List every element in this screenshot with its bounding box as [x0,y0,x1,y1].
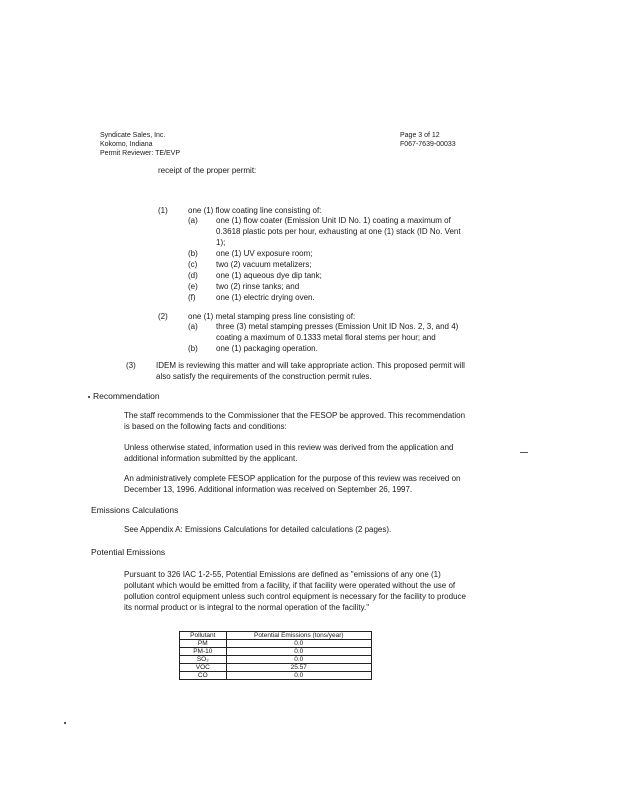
table-cell: 0.0 [226,640,371,648]
scan-speck [520,452,528,453]
sub-label: (f) [188,293,196,302]
table-cell: VOC [180,664,227,672]
sub-text: one (1) UV exposure room; [216,249,313,258]
table-cell: SO₂ [180,656,227,664]
sub-text: 0.3618 plastic pots per hour, exhausting at one (1) stack (ID No. Vent [216,227,461,236]
potential-line-1: Pursuant to 326 IAC 1-2-55, Potential Emissions are defined as "emissions of any one (1) [124,570,441,579]
table-row [180,664,372,672]
sub-text: one (1) electric drying oven. [216,293,315,302]
table-cell: 25.57 [226,664,371,672]
table-cell: CO [180,672,227,680]
header-page-number: Page 3 of 12 [400,132,440,139]
potential-emissions-table [179,631,372,680]
header-permit-id: F067-7639-00033 [400,141,456,148]
table-cell: PM-10 [180,648,227,656]
item-3-line-1: IDEM is reviewing this matter and will take appropriate action. This proposed permit will [156,361,465,370]
sub-label: (b) [188,249,198,258]
emissions-calculations-text: See Appendix A: Emissions Calculations for detailed calculations (2 pages). [124,525,392,534]
sub-text: two (2) vacuum metalizers; [216,260,312,269]
sub-text: one (1) packaging operation. [216,344,318,353]
table-header-emissions: Potential Emissions (tons/year) [226,632,371,640]
recommendation-p3-line-2: December 13, 1996. Additional information was received on September 26, 1997. [124,485,413,494]
table-cell: 0.0 [226,648,371,656]
scan-speck [88,396,90,398]
recommendation-p1-line-1: The staff recommends to the Commissioner that the FESOP be approved. This recommendation [124,411,466,420]
sub-text: one (1) flow coater (Emission Unit ID No. 1) coating a maximum of [216,216,451,225]
potential-line-2: pollutant which would be emitted from a facility, if that facility were operated without the use of [124,581,456,590]
sub-text: 1); [216,238,226,247]
scan-speck [64,722,66,724]
table-row [180,672,372,680]
header-company: Syndicate Sales, Inc. [100,132,166,139]
recommendation-p3-line-1: An administratively complete FESOP application for the purpose of this review was received on [124,474,461,483]
item-3-line-2: also satisfy the requirements of the construction permit rules. [156,372,372,381]
sub-label: (a) [188,322,198,331]
table-row [180,640,372,648]
recommendation-heading: Recommendation [93,391,160,401]
header-reviewer: Permit Reviewer: TE/EVP [100,150,181,157]
item-2-text: one (1) metal stamping press line consisting of: [188,312,356,321]
sub-label: (d) [188,271,198,280]
emissions-calculations-heading: Emissions Calculations [91,505,179,515]
item-3-number: (3) [126,361,136,370]
item-2-number: (2) [158,312,168,321]
sub-text: two (2) rinse tanks; and [216,282,300,291]
sub-label: (c) [188,260,198,269]
potential-line-3: pollution control equipment unless such control equipment is necessary for the facility to produce [124,592,466,601]
potential-emissions-heading: Potential Emissions [91,547,166,557]
sub-label: (e) [188,282,198,291]
recommendation-p2-line-1: Unless otherwise stated, information used in this review was derived from the application and [124,443,454,452]
table-cell: 0.0 [226,672,371,680]
sub-text: coating a maximum of 0.1333 metal floral stems per hour; and [216,333,436,342]
table-row [180,656,372,664]
intro-line: receipt of the proper permit: [158,166,257,175]
header-city: Kokomo, Indiana [100,141,153,148]
item-1-number: (1) [158,206,168,215]
table-header-pollutant: Pollutant [180,632,227,640]
table-row [180,648,372,656]
table-cell: PM [180,640,227,648]
table-cell: 0.0 [226,656,371,664]
sub-label: (b) [188,344,198,353]
recommendation-p2-line-2: additional information submitted by the applicant. [124,454,298,463]
sub-label: (a) [188,216,198,225]
potential-line-4: its normal product or is integral to the normal operation of the facility." [124,603,370,612]
table-header-row [180,632,372,640]
recommendation-p1-line-2: is based on the following facts and conditions: [124,422,287,431]
sub-text: three (3) metal stamping presses (Emission Unit ID Nos. 2, 3, and 4) [216,322,459,331]
item-1-text: one (1) flow coating line consisting of: [188,206,322,215]
sub-text: one (1) aqueous dye dip tank; [216,271,322,280]
